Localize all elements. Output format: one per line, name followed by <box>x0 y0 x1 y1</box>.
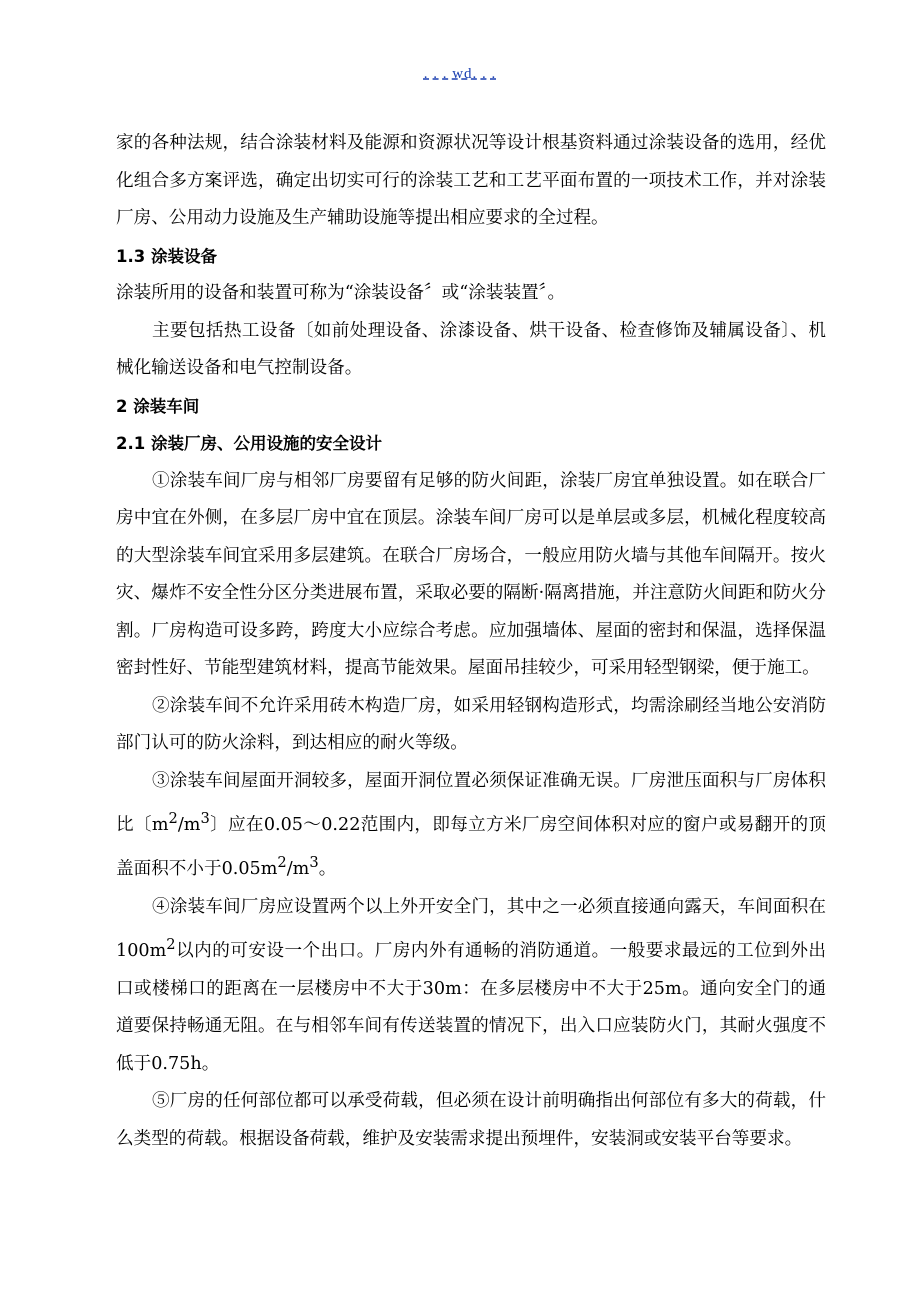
section-heading-2-1: 2.1 涂装厂房、公用设施的安全设计 <box>116 434 382 453</box>
item-3-text-a: ③涂装车间屋面开洞较多，屋面开洞位置必须保证准确无误。厂房泄压面积与厂房体积比〔m <box>116 770 826 835</box>
list-item-2: ②涂装车间不允许采用砖木构造厂房，如采用轻钢构造形式，均需涂刷经当地公安消防部门认可的防火涂料，到达相应的耐火等级。 <box>116 695 826 753</box>
item-3-text-b: /m <box>177 814 201 835</box>
paragraph-equipment-list: 主要包括热工设备〔如前处理设备、涂漆设备、烘干设备、检查修饰及辅属设备〕、机械化输送设备和电气控制设备。 <box>116 320 826 378</box>
section-heading-1-3: 1.3 涂装设备 <box>116 246 217 266</box>
document-body <box>116 125 826 1158</box>
item-4-text-b: 以内的可安设一个出口。厂房内外有通畅的消防通道。一般要求最远的工位到外出口或楼梯口的距离在一层楼房中不大于30m：在多层楼房中不大于25m。通向安全门的通道要保持畅通无阻。在与相邻车间有传送装置的情况下，出入口应装防火门，其耐火强度不低于0.75h。 <box>116 941 826 1074</box>
superscript-3: 3 <box>200 810 210 827</box>
item-3-text-e: 。 <box>318 859 337 880</box>
list-item-5: ⑤厂房的任何部位都可以承受荷载，但必须在设计前明确指出何部位有多大的荷载，什么类型的荷载。根据设备荷载，维护及安装需求提出预埋件，安装洞或安装平台等要求。 <box>116 1091 826 1149</box>
superscript-2: 2 <box>166 936 176 954</box>
paragraph-definition: 涂装所用的设备和装置可称为“涂装设备〞或“涂装装置〞。 <box>116 283 566 303</box>
item-4-text-a: ④涂装车间厂房应设置两个以上外开安全门，其中之一必须直接通向露天，车间面积在100m <box>116 896 826 962</box>
section-heading-2: 2 涂装车间 <box>116 396 200 416</box>
item-3-text-d: /m <box>286 859 310 880</box>
list-item-4 <box>116 889 826 1083</box>
item-3-text-c: 〕应在0.05～0.22范围内，即每立方米厂房空间体积对应的窗户或易翻开的顶盖面积不小于0.05m <box>116 814 826 880</box>
superscript-2: 2 <box>168 810 178 827</box>
superscript-2: 2 <box>277 854 287 872</box>
list-item-1: ①涂装车间厂房与相邻厂房要留有足够的防火间距，涂装厂房宜单独设置。如在联合厂房中宜在外侧，在多层厂房中宜在顶层。涂装车间厂房可以是单层或多层，机械化程度较高的大型涂装车间宜采用多层建筑。在联合厂房场合，一般应用防火墙与其他车间隔开。按火灾、爆炸不安全性分区分类进展布置，采取必要的隔断·隔离措施，并注意防火间距和防火分割。厂房构造可设多跨，跨度大小应综合考虑。应加强墙体、屋面的密封和保温，选择保温密封性好、节能型建筑材料，提高节能效果。屋面吊挂较少，可采用轻型钢梁，便于施工。 <box>116 470 826 678</box>
paragraph-continuation: 家的各种法规，结合涂装材料及能源和资源状况等设计根基资料通过涂装设备的选用，经优化组合多方案评选，确定出切实可行的涂装工艺和工艺平面布置的一项技术工作，并对涂装厂房、公用动力设施及生产辅助设施等提出相应要求的全过程。 <box>116 133 826 228</box>
superscript-3: 3 <box>309 854 319 872</box>
list-item-3 <box>116 763 826 889</box>
page-header: . . . wd. . . <box>423 66 497 82</box>
